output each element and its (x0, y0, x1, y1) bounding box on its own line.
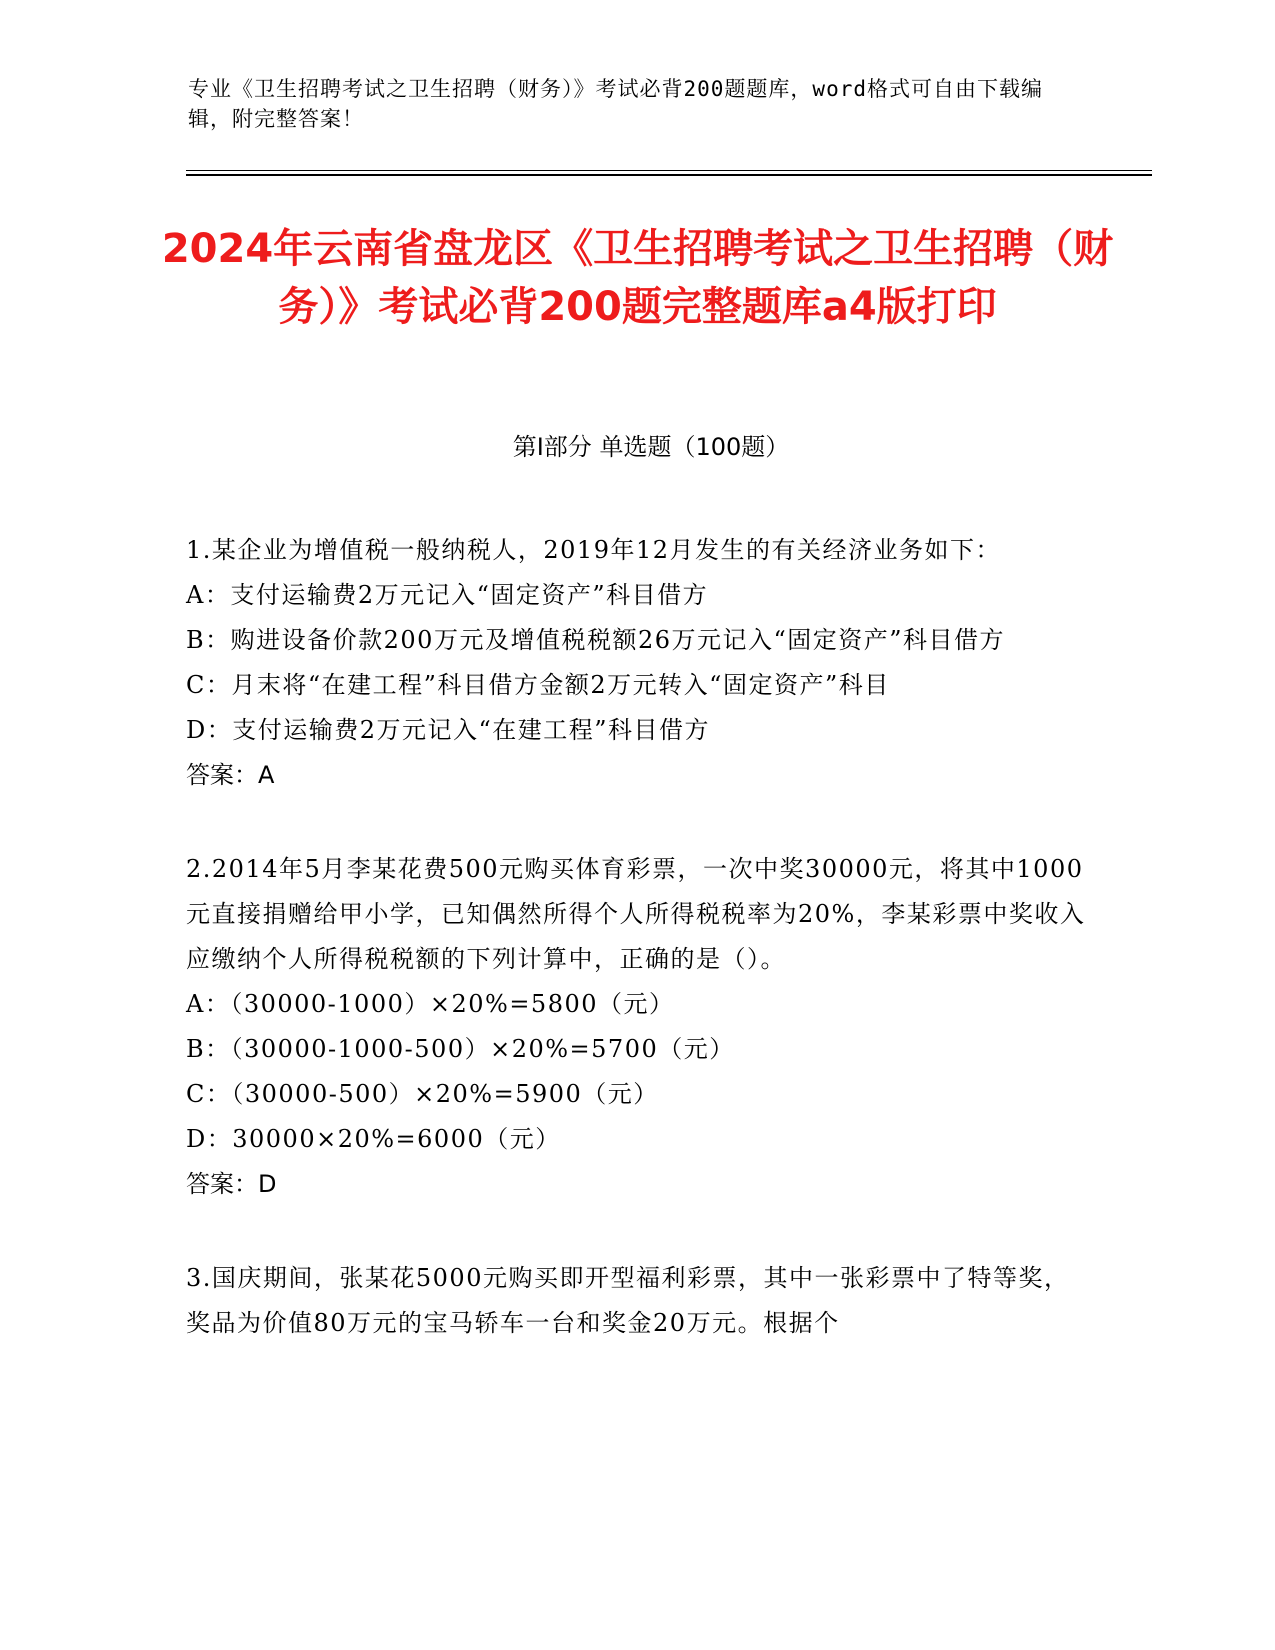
question-text: 1.某企业为增值税一般纳税人，2019年12月发生的有关经济业务如下： (186, 536, 1002, 564)
option-a: A：（30000-1000）×20%=5800（元） (186, 990, 675, 1018)
question-list (186, 528, 1086, 1395)
section-heading: 第Ⅰ部分 单选题（100题） (512, 433, 790, 461)
question-1 (186, 528, 1086, 798)
option-b: B：购进设备价款200万元及增值税税额26万元记入“固定资产”科目借方 (186, 626, 1006, 654)
header-note: 专业《卫生招聘考试之卫生招聘（财务）》考试必背200题题库，word格式可自由下载编辑，附完整答案！ (188, 77, 1043, 131)
option-a: A：支付运输费2万元记入“固定资产”科目借方 (186, 581, 709, 609)
option-d: D：支付运输费2万元记入“在建工程”科目借方 (186, 716, 711, 744)
question-3 (186, 1256, 1086, 1346)
document-title: 2024年云南省盘龙区《卫生招聘考试之卫生招聘（财务）》考试必背200题完整题库a4版打印 (161, 226, 1114, 330)
question-text: 3.国庆期间，张某花5000元购买即开型福利彩票，其中一张彩票中了特等奖，奖品为价值80万元的宝马轿车一台和奖金20万元。根据个 (186, 1264, 1070, 1337)
option-c: C：（30000-500）×20%=5900（元） (186, 1080, 659, 1108)
option-b: B：（30000-1000-500）×20%=5700（元） (186, 1035, 735, 1063)
answer: 答案：A (186, 761, 275, 789)
question-text: 2.2014年5月李某花费500元购买体育彩票，一次中奖30000元，将其中1000元直接捐赠给甲小学，已知偶然所得个人所得税税率为20%，李某彩票中奖收入应缴纳个人所得税税额的下列计算中，正确的是（）。 (186, 855, 1086, 973)
question-2 (186, 847, 1086, 1207)
header-divider-top (186, 170, 1152, 171)
answer: 答案：D (186, 1170, 277, 1198)
option-c: C：月末将“在建工程”科目借方金额2万元转入“固定资产”科目 (186, 671, 890, 699)
option-d: D：30000×20%=6000（元） (186, 1125, 561, 1153)
header-divider-bottom (186, 174, 1152, 176)
